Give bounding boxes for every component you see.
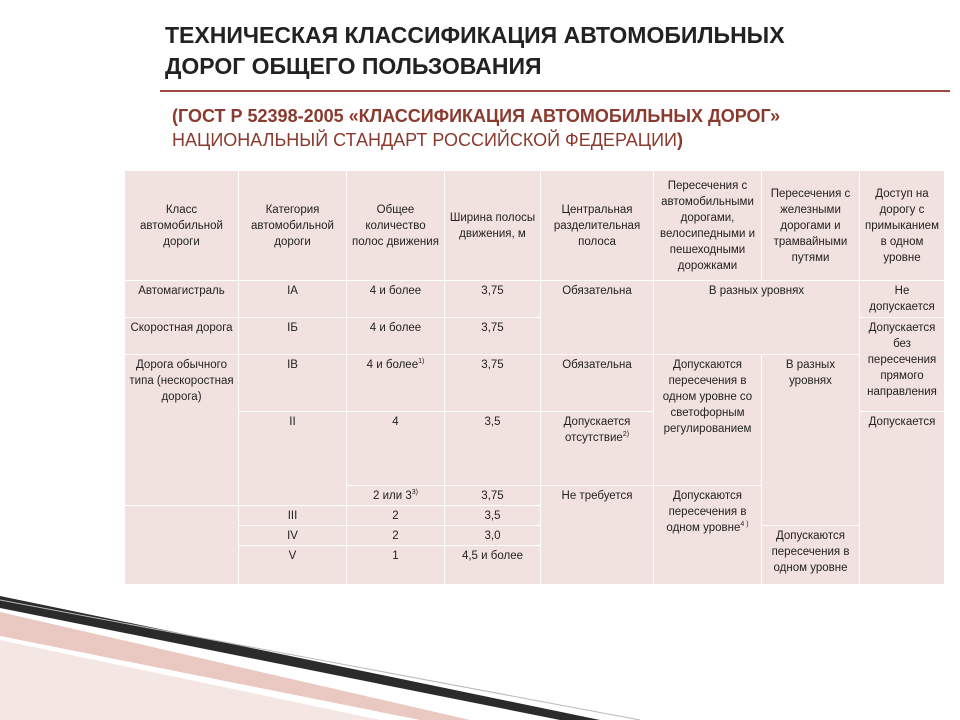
width-ia: 3,75 (445, 281, 540, 317)
category-ia: IА (239, 281, 346, 317)
subtitle (172, 104, 932, 152)
rail-crossings-bottom: Допускаются пересечения в одном уровне (762, 526, 859, 584)
width-ib: 3,75 (445, 318, 540, 354)
median-iv-cat: Обязательна (541, 355, 653, 411)
crossings-top: В разных уровнях (654, 281, 859, 354)
category-v: V (239, 546, 346, 584)
category-ib: IБ (239, 318, 346, 354)
category-ii: II (239, 412, 346, 505)
width-ii: 3,5 (445, 412, 540, 485)
lanes-iii: 2 (347, 506, 444, 525)
decorative-swoosh (0, 596, 960, 720)
category-iv-cat: IВ (239, 355, 346, 411)
lanes-iv-cat (347, 355, 444, 411)
median-ii-note: 2) (622, 431, 630, 439)
access-ia: Не допускается (860, 281, 944, 317)
category-iv: IV (239, 526, 346, 545)
swoosh-pale-band (0, 640, 380, 720)
lanes-iv-cat-value: 4 и более (366, 359, 419, 371)
lanes-ii-alt-note: 3) (411, 489, 418, 497)
lanes-ii: 4 (347, 412, 444, 485)
class-empty (125, 506, 238, 584)
median-rest: Не требуется (541, 486, 653, 584)
median-ia: Обязательна (541, 281, 653, 354)
median-ii (541, 412, 653, 485)
subtitle-open-paren: ( (172, 106, 178, 126)
subtitle-gost: ГОСТ Р 52398-2005 «КЛАССИФИКАЦИЯ АВТОМОБИЛЬНЫХ ДОРОГ» (178, 106, 781, 126)
class-motorway: Автомагистраль (125, 281, 238, 317)
classification-table (125, 171, 937, 576)
header-category: Категория автомобильной дороги (239, 171, 346, 280)
title-divider (160, 90, 950, 92)
header-access: Доступ на дорогу с примыканием в одном уровне (860, 171, 944, 280)
title-line-2: ДОРОГ ОБЩЕГО ПОЛЬЗОВАНИЯ (165, 53, 542, 79)
page-title (165, 20, 925, 82)
lanes-ia: 4 и более (347, 281, 444, 317)
header-width: Ширина полосы движения, м (445, 171, 540, 280)
width-ii-alt: 3,75 (445, 486, 540, 505)
access-rest: Допускается (860, 412, 944, 584)
subtitle-national: НАЦИОНАЛЬНЫЙ СТАНДАРТ РОССИЙСКОЙ ФЕДЕРАЦИИ (172, 130, 677, 150)
rail-crossings-top: В разных уровнях (762, 355, 859, 525)
road-crossings-mid: Допускаются пересечения в одном уровне со светофорным регулированием (654, 355, 761, 485)
width-v: 4,5 и более (445, 546, 540, 584)
width-iv-cat: 3,75 (445, 355, 540, 411)
median-ii-value: Допускается отсутствие (563, 416, 631, 444)
road-crossings-bottom (654, 486, 761, 584)
title-line-1: ТЕХНИЧЕСКАЯ КЛАССИФИКАЦИЯ АВТОМОБИЛЬНЫХ (165, 22, 785, 48)
road-crossings-bottom-value: Допускаются пересечения в одном уровне (666, 490, 747, 534)
lanes-v: 1 (347, 546, 444, 584)
class-expressway: Скоростная дорога (125, 318, 238, 354)
lanes-ii-alt-value: 2 или 3 (373, 490, 412, 502)
class-ordinary: Дорога обычного типа (нескоростная дорога) (125, 355, 238, 505)
width-iii: 3,5 (445, 506, 540, 525)
width-iv: 3,0 (445, 526, 540, 545)
header-median: Центральная разделительная полоса (541, 171, 653, 280)
header-rail-crossings: Пересечения с железными дорогами и трамвайными путями (762, 171, 859, 280)
lanes-ii-alt (347, 486, 444, 505)
header-lanes: Общее количество полос движения (347, 171, 444, 280)
lanes-iv: 2 (347, 526, 444, 545)
road-crossings-bottom-note: 4 ) (740, 521, 749, 529)
lanes-iv-cat-note: 1) (418, 358, 425, 366)
access-ib: Допускается без пересечения прямого направления (860, 318, 944, 411)
header-road-crossings: Пересечения с автомобильными дорогами, велосипедными и пешеходными дорожками (654, 171, 761, 280)
subtitle-close-paren: ) (676, 130, 683, 150)
header-class: Класс автомобильной дороги (125, 171, 238, 280)
lanes-ib: 4 и более (347, 318, 444, 354)
category-iii: III (239, 506, 346, 525)
